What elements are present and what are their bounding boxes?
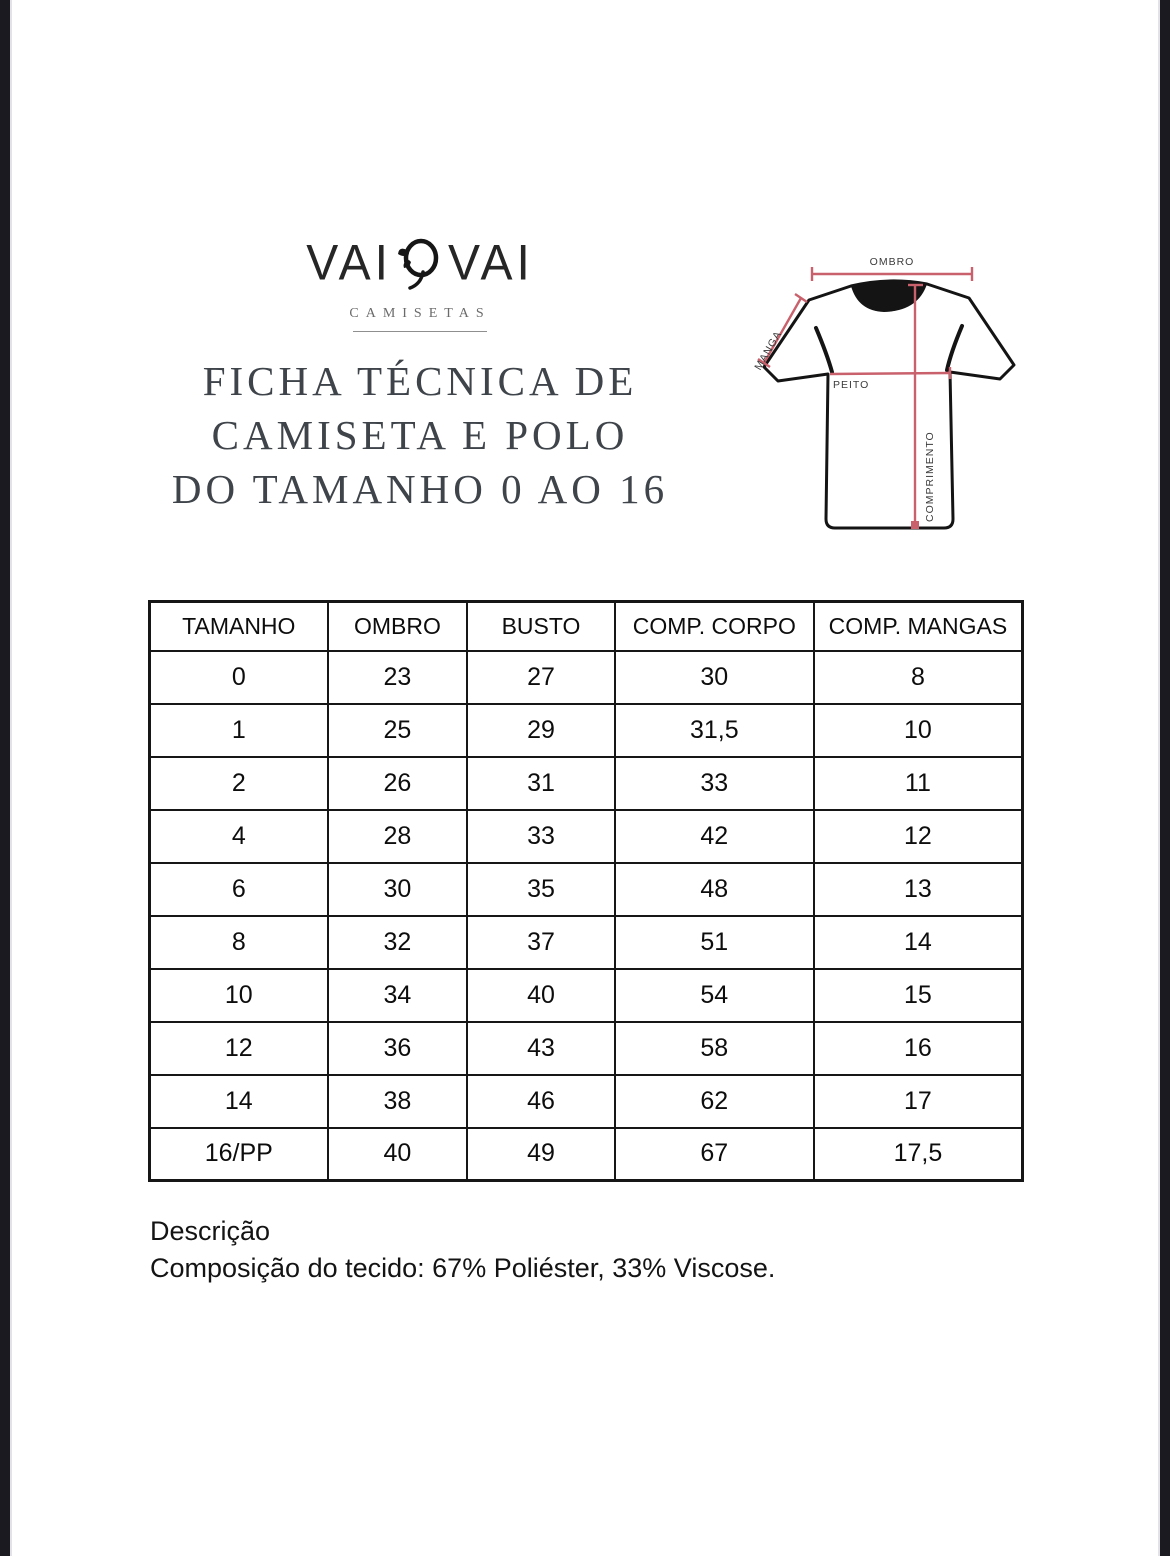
peito-measure-line <box>830 373 950 374</box>
table-cell: 30 <box>615 651 814 704</box>
table-cell: 43 <box>467 1022 615 1075</box>
comprimento-label: COMPRIMENTO <box>924 431 936 522</box>
table-cell: 38 <box>328 1075 468 1128</box>
table-cell: 13 <box>814 863 1023 916</box>
table-cell: 46 <box>467 1075 615 1128</box>
brand-subtitle: CAMISETAS <box>349 306 491 321</box>
logo-word-right: VAI <box>448 235 534 292</box>
table-cell: 8 <box>814 651 1023 704</box>
table-cell: 26 <box>328 757 468 810</box>
table-cell: 49 <box>467 1128 615 1181</box>
brand-logo <box>130 234 710 294</box>
table-cell: 33 <box>467 810 615 863</box>
table-cell: 31 <box>467 757 615 810</box>
logo-word-left: VAI <box>306 235 392 292</box>
size-table-body <box>150 651 1023 1181</box>
page-title <box>130 354 710 516</box>
table-cell: 2 <box>150 757 328 810</box>
table-cell: 33 <box>615 757 814 810</box>
table-cell: 40 <box>467 969 615 1022</box>
table-cell: 31,5 <box>615 704 814 757</box>
tshirt-diagram <box>732 234 1032 540</box>
title-line-1: FICHA TÉCNICA DE <box>202 358 638 404</box>
table-cell: 62 <box>615 1075 814 1128</box>
size-table <box>148 600 1024 1182</box>
table-cell: 1 <box>150 704 328 757</box>
logo-q-icon <box>397 234 443 294</box>
table-cell: 8 <box>150 916 328 969</box>
brand-underline <box>353 331 487 332</box>
table-cell: 25 <box>328 704 468 757</box>
table-cell: 0 <box>150 651 328 704</box>
size-table-header-row <box>150 602 1023 651</box>
manga-label: MANGA <box>752 328 785 373</box>
table-column-header: COMP. MANGAS <box>814 602 1023 651</box>
table-row <box>150 916 1023 969</box>
table-cell: 67 <box>615 1128 814 1181</box>
comprimento-end-tick <box>911 521 919 529</box>
table-cell: 16 <box>814 1022 1023 1075</box>
table-cell: 12 <box>150 1022 328 1075</box>
table-cell: 51 <box>615 916 814 969</box>
table-cell: 28 <box>328 810 468 863</box>
table-cell: 10 <box>814 704 1023 757</box>
table-row <box>150 651 1023 704</box>
table-column-header: TAMANHO <box>150 602 328 651</box>
table-cell: 16/PP <box>150 1128 328 1181</box>
table-row <box>150 810 1023 863</box>
table-cell: 32 <box>328 916 468 969</box>
table-row <box>150 969 1023 1022</box>
peito-label: PEITO <box>833 379 870 391</box>
description-block <box>150 1213 775 1287</box>
tshirt-outline <box>764 281 1014 528</box>
description-body: Composição do tecido: 67% Poliéster, 33% Viscose. <box>150 1253 776 1283</box>
table-cell: 36 <box>328 1022 468 1075</box>
table-cell: 6 <box>150 863 328 916</box>
table-row <box>150 757 1023 810</box>
table-column-header: BUSTO <box>467 602 615 651</box>
table-cell: 14 <box>814 916 1023 969</box>
table-column-header: OMBRO <box>328 602 468 651</box>
table-cell: 30 <box>328 863 468 916</box>
table-cell: 17 <box>814 1075 1023 1128</box>
document-page <box>10 0 1160 1556</box>
table-cell: 23 <box>328 651 468 704</box>
table-cell: 10 <box>150 969 328 1022</box>
table-cell: 37 <box>467 916 615 969</box>
table-row <box>150 1022 1023 1075</box>
ombro-label: OMBRO <box>869 256 915 268</box>
table-cell: 29 <box>467 704 615 757</box>
table-cell: 34 <box>328 969 468 1022</box>
title-line-3: DO TAMANHO 0 AO 16 <box>171 466 669 512</box>
table-cell: 17,5 <box>814 1128 1023 1181</box>
table-cell: 58 <box>615 1022 814 1075</box>
table-cell: 42 <box>615 810 814 863</box>
table-cell: 48 <box>615 863 814 916</box>
table-cell: 27 <box>467 651 615 704</box>
table-column-header: COMP. CORPO <box>615 602 814 651</box>
title-line-2: CAMISETA E POLO <box>211 412 629 458</box>
table-row <box>150 863 1023 916</box>
table-row <box>150 704 1023 757</box>
table-cell: 35 <box>467 863 615 916</box>
table-cell: 15 <box>814 969 1023 1022</box>
table-cell: 11 <box>814 757 1023 810</box>
table-cell: 14 <box>150 1075 328 1128</box>
table-row <box>150 1075 1023 1128</box>
table-row <box>150 1128 1023 1181</box>
table-cell: 40 <box>328 1128 468 1181</box>
table-cell: 4 <box>150 810 328 863</box>
table-cell: 12 <box>814 810 1023 863</box>
brand-block <box>130 234 710 516</box>
table-cell: 54 <box>615 969 814 1022</box>
description-heading: Descrição <box>150 1216 271 1246</box>
